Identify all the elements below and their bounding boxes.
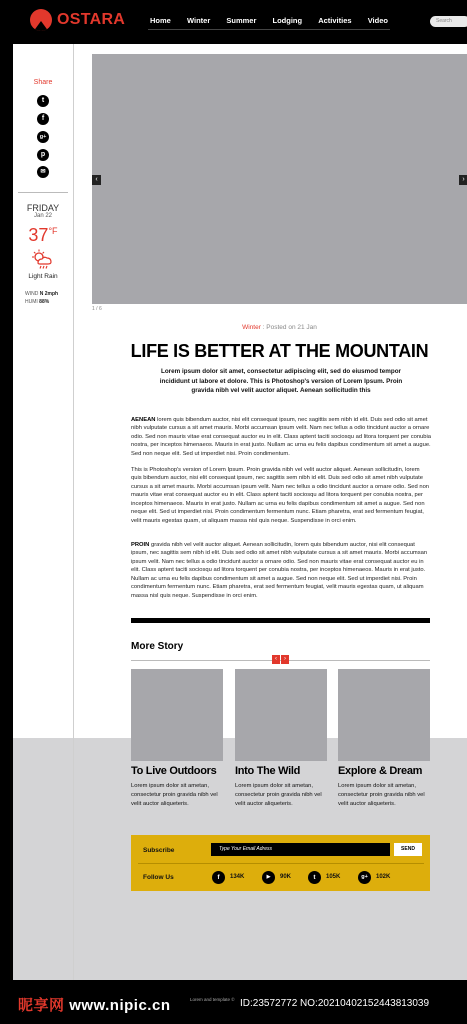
story-card-title[interactable]: Explore & Dream (338, 765, 423, 777)
more-story-title: More Story (131, 641, 184, 652)
nav-item-summer[interactable]: Summer (226, 16, 257, 25)
paragraph-3-body: gravida nibh vel velit auctor aliquet. Aenean sollicitudin, lorem quis bibendum auctor, nisi elit consequat ipsum, nec sagittis sem nibh id elit. Duis sed odio sit amet nibh vulputate cursus a sit amet mauris. Morbi accumsan ipsum velit. Nam nec tellus a odio tincidunt auctor a ornare odio. Sed non mauris vitae erat consequat auctor eu in elit. Class aptent taciti sociosqu ad litora torquent per conubia nostra, per inceptos himenaeos. Mauris in erat justo. Nullam ac urna eu felis dapibus condimentum sit amet a augue. Sed non neque elit. Sed ut imperdiet nisi. Proin condimentum fermentum nunc. Etiam pharetra, erat sed fermentum feugiat, velit mauris egestas quam, ut aliquam massa nisl quis neque. Suspendisse in orci enim. (131, 542, 428, 599)
google-plus-icon[interactable]: g+ (37, 131, 49, 143)
article-lead: Lorem ipsum dolor sit amet, consectetur adipiscing elit, sed do eiusmod tempor incididunt ut labore et dolore. This is Photoshop's version of Lorem Ipsum. Proin gravida nibh vel velit auctor aliquet. Aenean sollicitudin this (159, 368, 403, 395)
weather-temp-value: 37 (28, 225, 49, 245)
article-paragraph-3 (131, 541, 431, 600)
twitter-icon[interactable]: t (37, 95, 49, 107)
article-meta (92, 324, 467, 331)
weather-date: Jan 22 (33, 213, 52, 219)
follow-google-plus[interactable] (358, 870, 390, 884)
more-prev-arrow-icon[interactable]: ‹ (272, 655, 280, 664)
email-icon[interactable]: ✉ (37, 166, 49, 178)
weather-condition: Light Rain (28, 273, 58, 280)
article-paragraph-2: This is Photoshop's version of Lorem Ipsum. Proin gravida nibh vel velit auctor aliquet. Aenean sollicitudin, lorem quis bibendum auctor, nisi elit consequat ipsum, nec sagittis sem nibh id elit. Duis sed odio sit amet nibh vulputate cursus a sit amet mauris. Morbi accumsan ipsum velit. Nam nec tellus a odio tincidunt auctor a ornare odio. Sed non mauris vitae erat consequat auctor eu in elit. Class aptent taciti sociosqu ad litora torquent per conubia nostra, per inceptos himenaeos. Mauris in erat justo. Nullam ac urna eu felis dapibus condimentum sit amet a augue. Sed non neque elit. Sed ut imperdiet nisi. Proin condimentum fermentum nunc. Etiam pharetra, erat sed fermentum feugiat, velit mauris egestas quam, ut aliquam massa nisl quis neque. Suspendisse in orci enim. (131, 467, 430, 524)
paragraph-1-lead: AENEAN (131, 417, 156, 423)
weather-wind (25, 291, 58, 297)
sidebar-separator (18, 192, 68, 193)
follow-label: Follow Us (143, 874, 174, 881)
story-card-title[interactable]: To Live Outdoors (131, 765, 217, 777)
watermark-id: ID:23572772 NO:20210402152443813039 (240, 998, 430, 1009)
twitter-icon: t (308, 871, 321, 884)
story-card-text: Lorem ipsum dolor sit ametan, consectetur proin gravida nibh vel velit auctor aliqueteris. (131, 783, 218, 807)
search-input[interactable]: Search (430, 16, 467, 27)
nav-item-lodging[interactable]: Lodging (272, 16, 303, 25)
humidity-label: HUMI (25, 299, 38, 305)
article-date: : Posted on 21 Jan (260, 324, 317, 331)
slider-counter: 1 / 6 (92, 306, 102, 312)
slider-prev-arrow-icon[interactable]: ‹ (92, 175, 101, 185)
subscribe-divider (138, 863, 424, 864)
story-card-text: Lorem ipsum dolor sit ametan, consectetur proin gravida nibh vel velit auctor aliqueteris. (235, 783, 322, 807)
follow-youtube[interactable] (262, 870, 291, 884)
nav-item-home[interactable]: Home (150, 16, 171, 25)
humidity-value: 88% (39, 299, 50, 305)
facebook-icon: f (212, 871, 225, 884)
sun-rain-icon (31, 249, 53, 269)
youtube-icon: ▶ (262, 871, 275, 884)
article-category[interactable]: Winter (242, 324, 261, 331)
email-input[interactable]: Type Your Email Adress (211, 843, 390, 856)
story-card-text: Lorem ipsum dolor sit ametan, consectetur proin gravida nibh vel velit auctor aliqueteris. (338, 783, 425, 807)
story-card-image[interactable] (131, 669, 223, 761)
subscribe-label: Subscribe (143, 847, 175, 854)
weather-humidity (25, 299, 49, 305)
wind-value: N 2mph (39, 291, 59, 297)
watermark-small-text: Lorem and template © (190, 997, 235, 1002)
weather-temp-unit: °F (48, 226, 58, 236)
watermark-logo (18, 994, 170, 1015)
article-paragraph-1 (131, 416, 431, 458)
story-card-image[interactable] (235, 669, 327, 761)
weather-day: FRIDAY (26, 203, 60, 213)
hero-slider-image (92, 54, 467, 304)
story-card-title[interactable]: Into The Wild (235, 765, 301, 777)
top-header (0, 0, 467, 44)
main-nav (148, 12, 390, 30)
google-plus-icon: g+ (358, 871, 371, 884)
paragraph-1-body: lorem quis bibendum auctor, nisi elit consequat ipsum, nec sagittis sem nibh id elit. Duis sed odio sit amet nibh vulputate cursus a sit amet mauris. Morbi accumsan ipsum velit. Nam nec tellus a odio tincidunt auctor a ornare odio. Sed non mauris vitae erat consequat auctor eu in elit. Class aptent taciti sociosqu ad litora torquent per conubia nostra, per inceptos himenaeos. Mauris in erat justo. Nullam ac urna eu felis dapibus condimentum sit amet a augue. Sed non neque elit. Sed ut imperdiet nisi. Proin condimentum. (131, 417, 432, 457)
logo-text: OSTARA (57, 11, 126, 28)
logo[interactable] (30, 9, 125, 31)
story-card-image[interactable] (338, 669, 430, 761)
more-next-arrow-icon[interactable]: › (281, 655, 289, 664)
follow-count: 105K (326, 874, 341, 880)
mountain-logo-icon (30, 9, 52, 31)
send-button[interactable]: SEND (394, 843, 422, 856)
nav-item-winter[interactable]: Winter (186, 16, 211, 25)
watermark-url: www.nipic.cn (69, 997, 171, 1014)
slider-next-arrow-icon[interactable]: › (459, 175, 467, 185)
follow-facebook[interactable] (212, 870, 244, 884)
wind-label: WIND (25, 291, 39, 297)
nav-item-activities[interactable]: Activities (318, 16, 352, 25)
article-end-bar (131, 618, 430, 623)
sidebar-divider (73, 44, 74, 980)
weather-temp (13, 225, 73, 246)
paragraph-3-lead: PROIN (131, 542, 150, 548)
article-title: LIFE IS BETTER AT THE MOUNTAIN (130, 341, 429, 361)
follow-count: 102K (376, 874, 391, 880)
pinterest-icon[interactable]: p (37, 149, 49, 161)
follow-count: 134K (230, 874, 245, 880)
share-title: Share (33, 79, 53, 86)
watermark-site: 昵享网 (18, 997, 65, 1014)
follow-twitter[interactable] (308, 870, 340, 884)
follow-count: 90K (280, 874, 292, 880)
facebook-icon[interactable]: f (37, 113, 49, 125)
nav-item-video[interactable]: Video (367, 16, 388, 25)
